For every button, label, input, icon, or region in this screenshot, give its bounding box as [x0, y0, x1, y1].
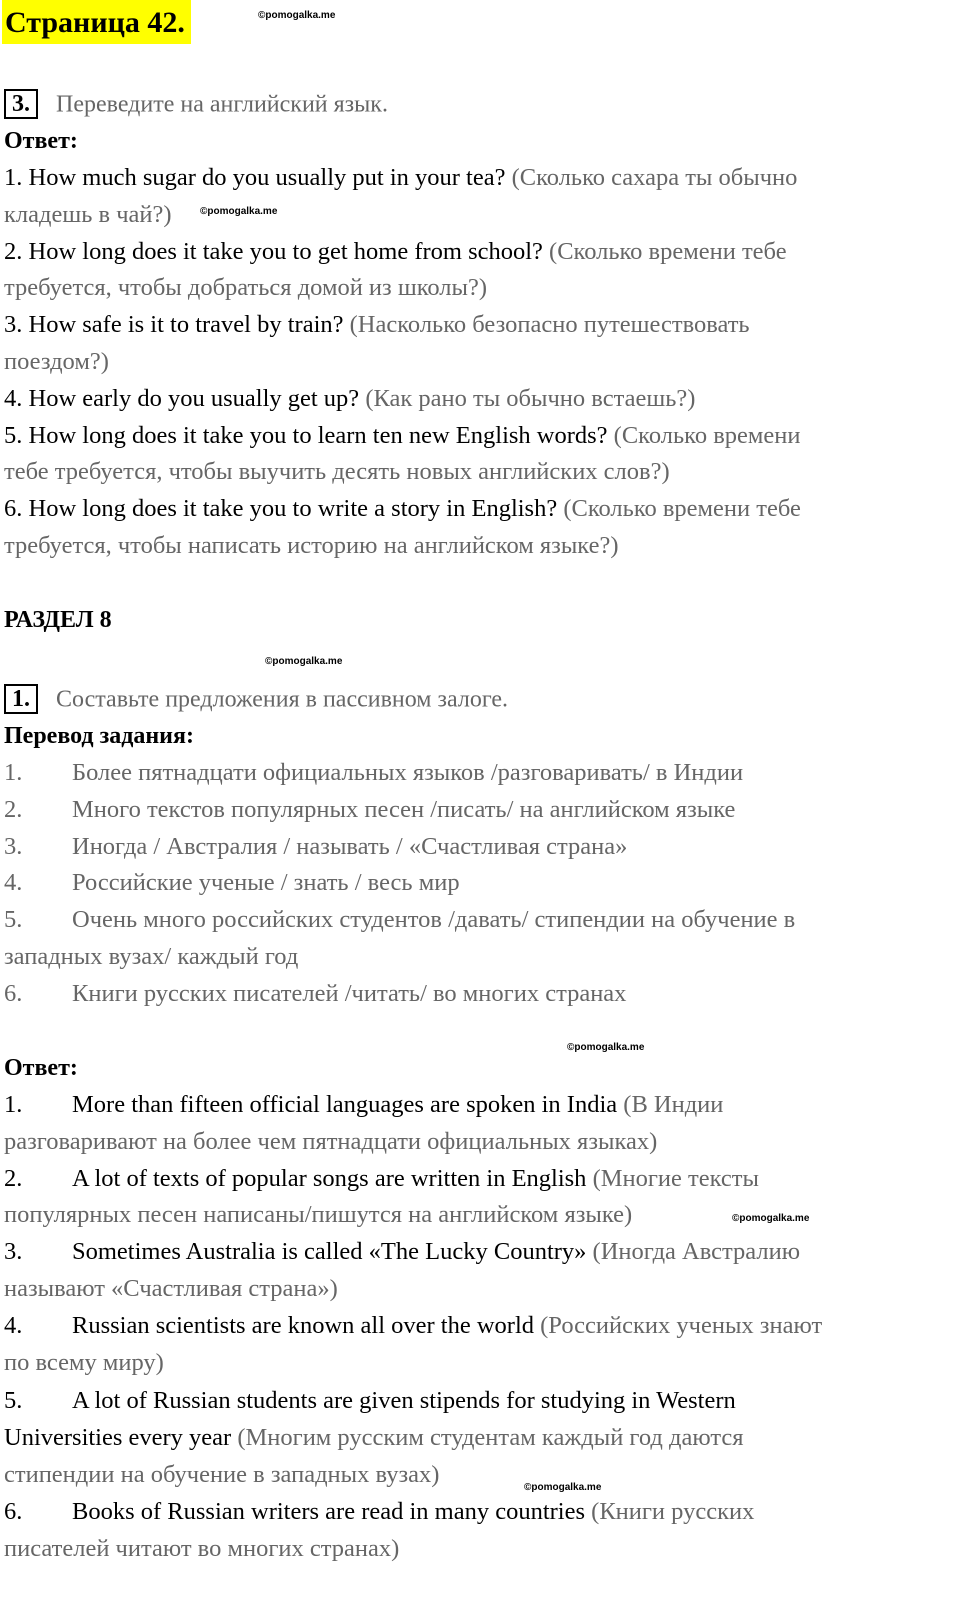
watermark: ©pomogalka.me — [732, 1213, 810, 1224]
answer-line: 2. How long does it take you to get home from school? (Сколько времени тебе — [4, 237, 787, 265]
answer-line: 6. How long does it take you to write a story in English? (Сколько времени тебе — [4, 495, 801, 523]
answer-line: 3. How safe is it to travel by train? (Насколько безопасно путешествовать — [4, 311, 750, 339]
answer-line: 3. Sometimes Australia is called «The Lucky Country» (Иногда Австралию — [4, 1238, 801, 1266]
page-title: Страница 42. — [2, 0, 191, 44]
answer-line: разговаривают на более чем пятнадцати официальных языках) — [4, 1127, 658, 1155]
answer-label: Ответ: — [4, 1055, 78, 1081]
answer-line: 5. A lot of Russian students are given stipends for studying in Western — [4, 1387, 736, 1415]
answer-line: требуется, чтобы добраться домой из школы?) — [4, 274, 488, 302]
answer-line: 1. More than fifteen official languages are spoken in India (В Индии — [4, 1091, 724, 1118]
answer-line: 2. A lot of texts of popular songs are written in English (Многие тексты — [4, 1164, 759, 1192]
task-number-box: 1. — [4, 684, 38, 714]
answer-line: кладешь в чай?) — [4, 200, 172, 228]
translation-line: 3. Иногда / Австралия / называть / «Счастливая страна» — [4, 832, 628, 860]
answer-line: требуется, чтобы написать историю на английском языке?) — [4, 531, 619, 559]
answer-line: Universities every year (Многим русским студентам каждый год даются — [4, 1424, 744, 1452]
answer-line: 4. How early do you usually get up? (Как рано ты обычно встаешь?) — [4, 384, 696, 412]
answer-line: называют «Счастливая страна») — [4, 1274, 338, 1302]
task-1-header — [4, 683, 508, 714]
answer-line: писателей читают во многих странах) — [4, 1534, 400, 1562]
task-instruction: Переведите на английский язык. — [56, 91, 388, 118]
translation-line: 5. Очень много российских студентов /давать/ стипендии на обучение в — [4, 906, 796, 934]
translation-line: 2. Много текстов популярных песен /писать/ на английском языке — [4, 795, 736, 823]
task-1-translation — [4, 755, 934, 1013]
answer-line: 5. How long does it take you to learn ten new English words? (Сколько времени — [4, 421, 801, 449]
task-instruction: Составьте предложения в пассивном залоге. — [56, 686, 508, 713]
translation-line: 4. Российские ученые / знать / весь мир — [4, 869, 460, 897]
task-1-answers — [4, 1087, 934, 1567]
task-3-answers — [4, 160, 934, 565]
answer-line: 6. Books of Russian writers are read in many countries (Книги русских — [4, 1497, 755, 1525]
translation-label: Перевод задания: — [4, 723, 194, 749]
answer-line: поездом?) — [4, 347, 109, 375]
answer-line: по всему миру) — [4, 1348, 164, 1376]
answer-label: Ответ: — [4, 128, 78, 154]
section-title: РАЗДЕЛ 8 — [4, 607, 112, 633]
answer-line: стипендии на обучение в западных вузах) — [4, 1460, 440, 1488]
answer-line: 1. How much sugar do you usually put in your tea? (Сколько сахара ты обычно — [4, 164, 798, 191]
watermark: ©pomogalka.me — [258, 10, 336, 21]
translation-line: 1. Более пятнадцати официальных языков /разговаривать/ в Индии — [4, 759, 744, 786]
translation-line: западных вузах/ каждый год — [4, 942, 299, 970]
watermark: ©pomogalka.me — [200, 206, 278, 217]
watermark: ©pomogalka.me — [265, 656, 343, 667]
answer-line: тебе требуется, чтобы выучить десять новых английских слов?) — [4, 458, 670, 486]
answer-line: 4. Russian scientists are known all over the world (Российских ученых знают — [4, 1311, 823, 1339]
task-3-header — [4, 88, 388, 119]
watermark: ©pomogalka.me — [567, 1042, 645, 1053]
watermark: ©pomogalka.me — [524, 1482, 602, 1493]
answer-line: популярных песен написаны/пишутся на английском языке) — [4, 1201, 633, 1229]
translation-line: 6. Книги русских писателей /читать/ во многих странах — [4, 979, 627, 1007]
task-number-box: 3. — [4, 89, 38, 119]
